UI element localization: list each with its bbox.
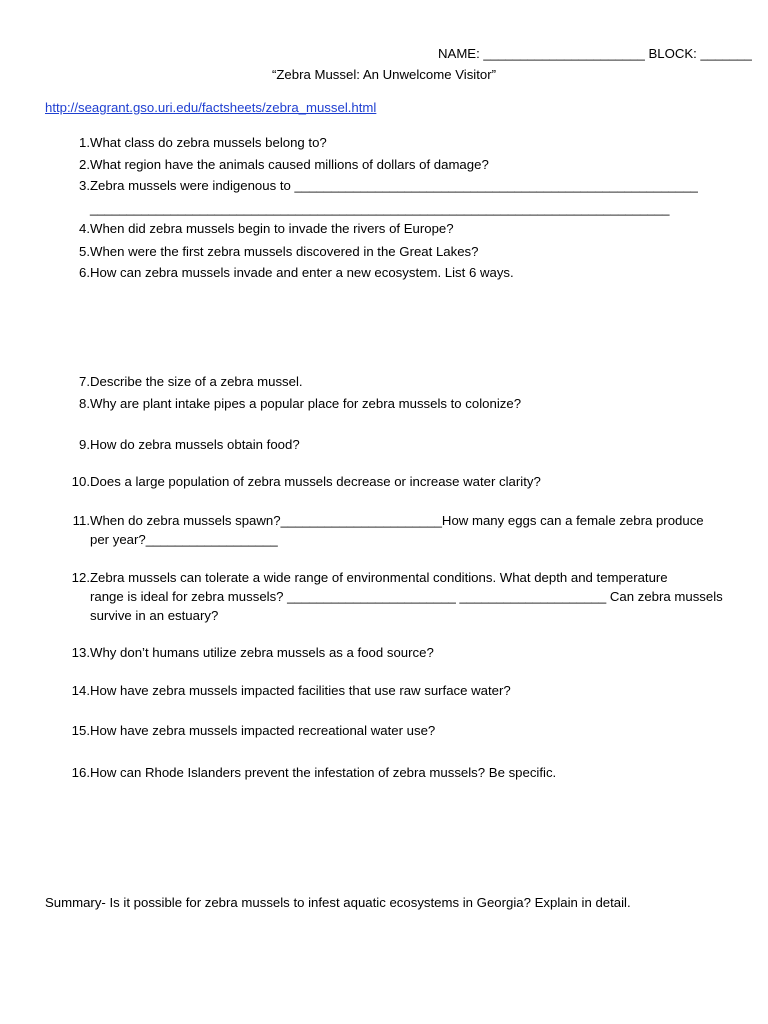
question-9 <box>66 437 300 452</box>
question-number: 2. <box>79 157 90 172</box>
question-12-continuation: range is ideal for zebra mussels? _______________________ ____________________ Can zebra mussels <box>90 589 723 604</box>
question-number: 4. <box>79 221 90 236</box>
question-text: Why are plant intake pipes a popular place for zebra mussels to colonize? <box>90 396 522 411</box>
question-text: Describe the size of a zebra mussel. <box>90 374 303 389</box>
question-text: When did zebra mussels begin to invade the rivers of Europe? <box>90 221 454 236</box>
question-3 <box>66 178 698 193</box>
question-number: 8. <box>79 396 90 411</box>
question-text: What region have the animals caused millions of dollars of damage? <box>90 157 489 172</box>
question-number: 10. <box>71 474 90 489</box>
question-number: 15. <box>71 723 90 738</box>
question-16 <box>66 765 557 780</box>
question-text: Does a large population of zebra mussels decrease or increase water clarity? <box>90 474 541 489</box>
question-number: 7. <box>79 374 90 389</box>
question-text: What class do zebra mussels belong to? <box>90 135 327 150</box>
question-14 <box>66 683 511 698</box>
question-15 <box>66 723 436 738</box>
question-number: 6. <box>79 265 90 280</box>
question-5 <box>66 244 479 259</box>
question-text: How can zebra mussels invade and enter a new ecosystem. List 6 ways. <box>90 265 514 280</box>
question-text: How can Rhode Islanders prevent the infestation of zebra mussels? Be specific. <box>90 765 557 780</box>
question-11 <box>66 513 704 528</box>
question-text: How do zebra mussels obtain food? <box>90 437 300 452</box>
question-number: 5. <box>79 244 90 259</box>
question-11-continuation: per year?__________________ <box>90 532 278 547</box>
question-8 <box>66 396 522 411</box>
question-number: 11. <box>72 513 90 528</box>
question-6 <box>66 265 514 280</box>
question-3-answer-line: _______________________________________________________________________________ <box>90 201 670 216</box>
question-number: 14. <box>71 683 90 698</box>
question-text: When were the first zebra mussels discovered in the Great Lakes? <box>90 244 479 259</box>
question-7 <box>66 374 303 389</box>
question-text: How have zebra mussels impacted recreational water use? <box>90 723 436 738</box>
question-number: 13. <box>71 645 90 660</box>
question-number: 9. <box>79 437 90 452</box>
question-text: Zebra mussels were indigenous to _______________________________________________________ <box>90 178 698 193</box>
question-12 <box>66 570 668 585</box>
question-1 <box>66 135 327 150</box>
question-text: Why don’t humans utilize zebra mussels as a food source? <box>90 645 434 660</box>
question-number: 16. <box>71 765 90 780</box>
question-number: 12. <box>71 570 90 585</box>
question-text: When do zebra mussels spawn?______________________How many eggs can a female zebra produce <box>90 513 704 528</box>
question-13 <box>66 645 434 660</box>
question-text: Zebra mussels can tolerate a wide range of environmental conditions. What depth and temperature <box>90 570 668 585</box>
question-number: 1. <box>79 135 90 150</box>
question-2 <box>66 157 489 172</box>
summary-prompt: Summary- Is it possible for zebra mussels to infest aquatic ecosystems in Georgia? Explain in detail. <box>45 895 631 910</box>
factsheet-link[interactable]: http://seagrant.gso.uri.edu/factsheets/zebra_mussel.html <box>45 100 377 115</box>
question-4 <box>66 221 454 236</box>
question-number: 3. <box>79 178 90 193</box>
question-10 <box>66 474 541 489</box>
worksheet-title: “Zebra Mussel: An Unwelcome Visitor” <box>271 67 497 82</box>
question-text: How have zebra mussels impacted facilities that use raw surface water? <box>90 683 511 698</box>
name-block-line: NAME: ______________________ BLOCK: _______ <box>438 46 752 61</box>
question-12-continuation-2: survive in an estuary? <box>90 608 219 623</box>
